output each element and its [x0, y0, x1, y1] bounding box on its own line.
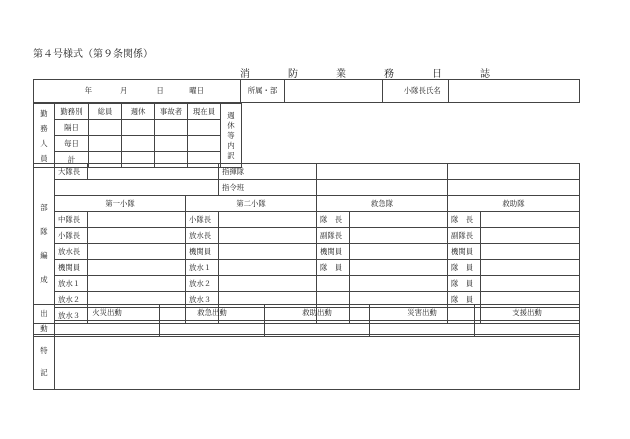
duty-cell[interactable]: [155, 136, 188, 152]
notes-side-label: 特 記: [34, 335, 55, 390]
breakdown-field[interactable]: [242, 104, 580, 168]
form-number-label: 第４号様式（第９条関係）: [33, 49, 153, 60]
role-field[interactable]: [88, 228, 186, 244]
role-field[interactable]: [481, 212, 580, 228]
battalion-chief-field[interactable]: [88, 164, 219, 180]
breakdown-label: 週 休 等 内 訳: [221, 104, 242, 168]
duty-table: [33, 103, 580, 168]
duty-cell[interactable]: [188, 136, 221, 152]
units-table: [33, 163, 580, 324]
dispatch-fire: 火災出動: [55, 305, 160, 321]
role-label: 副隊長: [317, 228, 350, 244]
role-label: 機関員: [448, 244, 481, 260]
document-title: 消 防 業 務 日 誌: [240, 69, 504, 80]
role-field[interactable]: [219, 276, 317, 292]
notes-field[interactable]: [55, 335, 580, 390]
row-alternate-day: 隔日: [55, 120, 89, 136]
blank-cell: [88, 180, 219, 196]
duty-side-label: 勤 務 人 員: [34, 104, 55, 168]
captain-name-field[interactable]: [449, 80, 580, 103]
row-total: 計: [55, 152, 89, 168]
role-field[interactable]: [350, 244, 448, 260]
dispatch-team-field[interactable]: [317, 180, 448, 196]
role-label: 放水２: [55, 292, 88, 308]
role-label: 機関員: [55, 260, 88, 276]
duty-cell[interactable]: [89, 136, 122, 152]
role-field[interactable]: [219, 228, 317, 244]
role-label: 放水３: [55, 308, 88, 324]
role-label: 隊 員: [448, 260, 481, 276]
role-label: 隊 長: [448, 212, 481, 228]
role-field[interactable]: [350, 228, 448, 244]
col-duty-type: 勤務別: [55, 104, 89, 120]
role-label: 隊 長: [317, 212, 350, 228]
role-field[interactable]: [350, 212, 448, 228]
day-label: 日: [156, 86, 164, 95]
dispatch-team-label: 指令班: [219, 180, 317, 196]
role-field[interactable]: [88, 244, 186, 260]
command-unit-field[interactable]: [317, 164, 448, 180]
dispatch-ambulance: 救急出動: [160, 305, 265, 321]
role-label: 小隊長: [55, 228, 88, 244]
notes-table: [33, 334, 580, 390]
dispatch-support: 支援出動: [475, 305, 580, 321]
col-weekly-off: 週休: [122, 104, 155, 120]
dispatch-side-label: 出 動: [34, 305, 55, 337]
role-field[interactable]: [350, 276, 448, 292]
duty-cell[interactable]: [188, 120, 221, 136]
col-absent: 事故者: [155, 104, 188, 120]
role-label: 中隊長: [55, 212, 88, 228]
role-field[interactable]: [88, 212, 186, 228]
blank-cell: [55, 180, 88, 196]
dispatch-rescue: 救助出動: [265, 305, 370, 321]
role-label: 放水３: [186, 292, 219, 308]
dept-label: 所属・部: [241, 80, 285, 103]
role-label: 放水１: [186, 260, 219, 276]
role-label: 放水１: [55, 276, 88, 292]
squad-header-rescue: 救助隊: [448, 196, 580, 212]
date-cell[interactable]: [34, 80, 241, 103]
command-unit-label: 指揮隊: [219, 164, 317, 180]
role-label: 小隊長: [186, 212, 219, 228]
role-field[interactable]: [219, 212, 317, 228]
role-field[interactable]: [88, 260, 186, 276]
header-table: [33, 79, 580, 103]
role-field[interactable]: [481, 260, 580, 276]
squad-header-2: 第二小隊: [186, 196, 317, 212]
dispatch-team-field-2[interactable]: [448, 180, 580, 196]
weekday-label: 曜日: [189, 86, 205, 95]
empty-cell: [317, 276, 350, 292]
squad-header-ambulance: 救急隊: [317, 196, 448, 212]
role-field[interactable]: [481, 244, 580, 260]
role-label: 機関員: [317, 244, 350, 260]
role-field[interactable]: [481, 276, 580, 292]
col-total: 総員: [89, 104, 122, 120]
role-field[interactable]: [219, 244, 317, 260]
role-label: 隊 員: [448, 276, 481, 292]
duty-cell[interactable]: [155, 120, 188, 136]
role-label: 隊 員: [317, 260, 350, 276]
duty-cell[interactable]: [122, 120, 155, 136]
role-label: 副隊長: [448, 228, 481, 244]
squad-header-1: 第一小隊: [55, 196, 186, 212]
dispatch-table: [33, 304, 580, 337]
units-side-label: 部 隊 編 成: [34, 164, 55, 324]
battalion-chief-label: 大隊長: [55, 164, 88, 180]
role-label: 放水２: [186, 276, 219, 292]
role-field[interactable]: [219, 260, 317, 276]
dispatch-disaster: 災害出動: [370, 305, 475, 321]
row-daily: 毎日: [55, 136, 89, 152]
role-label: 機関員: [186, 244, 219, 260]
captain-label: 小隊長氏名: [397, 80, 449, 103]
month-label: 月: [119, 86, 128, 95]
command-unit-field-2[interactable]: [448, 164, 580, 180]
role-label: 放水長: [55, 244, 88, 260]
role-label: 隊 員: [448, 292, 481, 308]
role-field[interactable]: [350, 260, 448, 276]
spacer-cell: [383, 80, 397, 103]
dept-field[interactable]: [285, 80, 383, 103]
role-field[interactable]: [481, 228, 580, 244]
role-field[interactable]: [88, 276, 186, 292]
duty-cell[interactable]: [89, 120, 122, 136]
role-label: 放水長: [186, 228, 219, 244]
col-present: 現在員: [188, 104, 221, 120]
year-label: 年: [84, 86, 92, 95]
duty-cell[interactable]: [122, 136, 155, 152]
